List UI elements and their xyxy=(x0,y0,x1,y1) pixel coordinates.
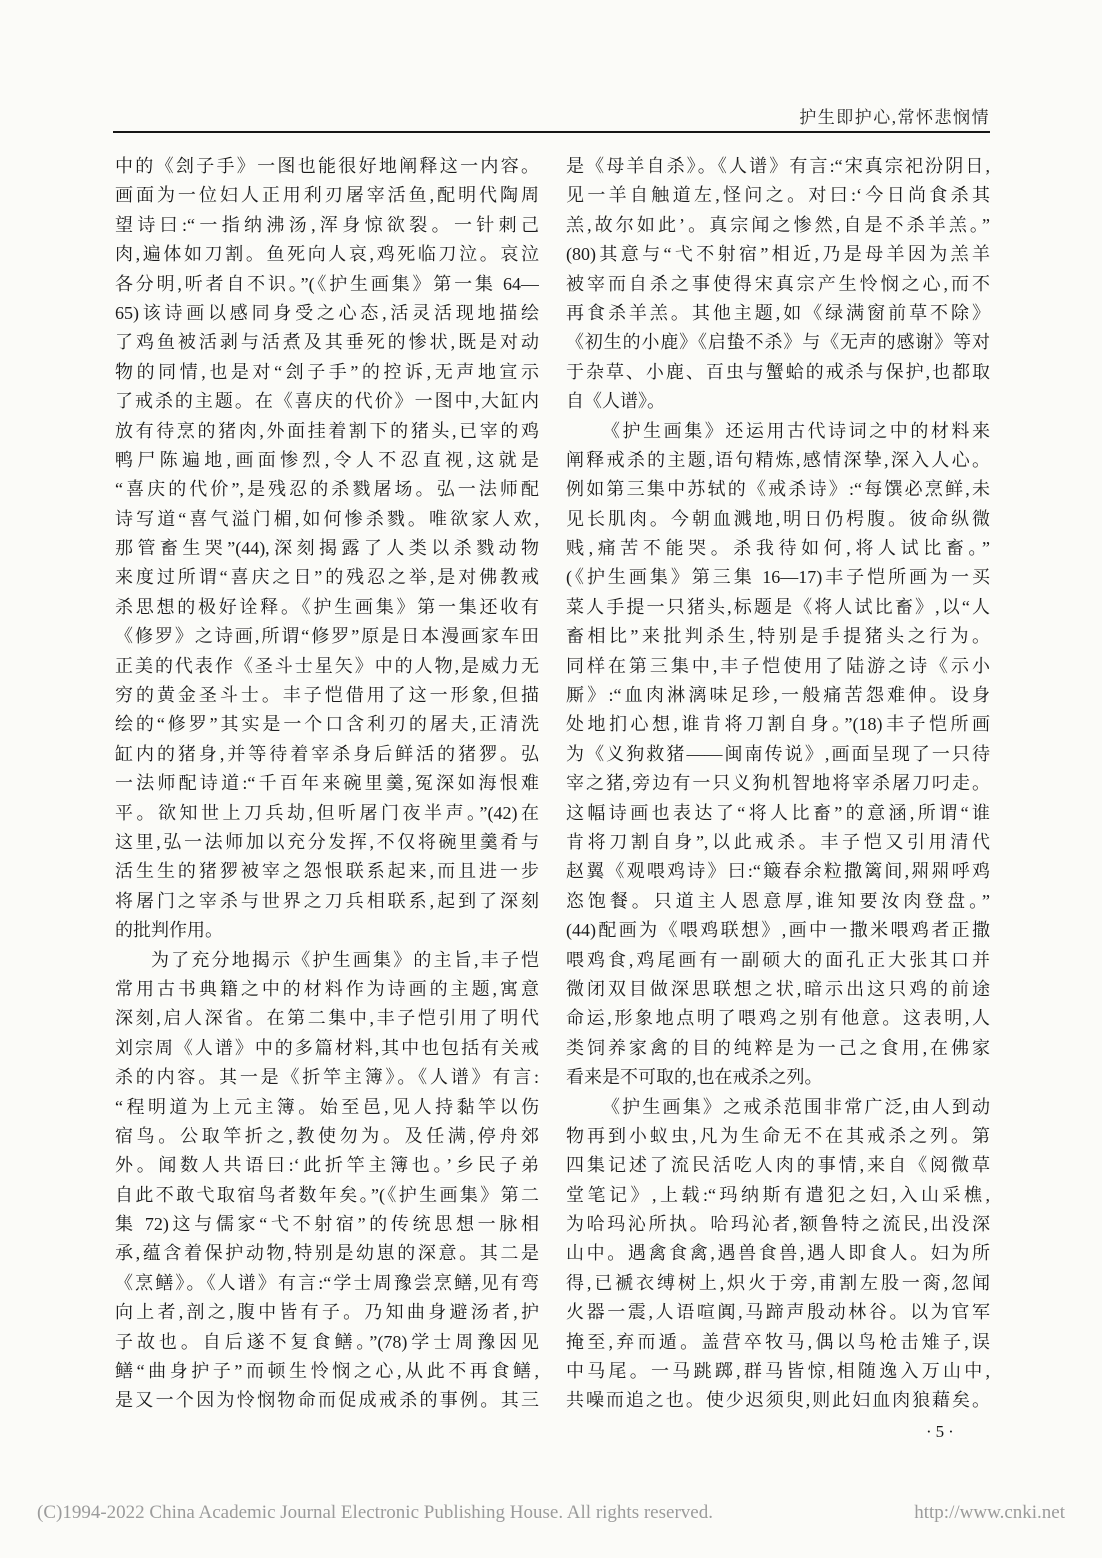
footer xyxy=(37,1502,1065,1524)
text-line: 杀的内容。其一是《折竿主簿》。《人谱》有言: xyxy=(115,1067,539,1088)
text-line: 例如第三集中苏轼的《戒杀诗》:“每馔必烹鲜,未 xyxy=(566,479,990,500)
text-line: 物的同情,也是对“刽子手”的控诉,无声地宣示 xyxy=(115,361,539,382)
text-line: 的批判作用。 xyxy=(115,920,223,941)
text-line: 物再到小蚁虫,凡为生命无不在其戒杀之列。第 xyxy=(566,1125,990,1146)
text-line: 为了充分地揭示《护生画集》的主旨,丰子恺 xyxy=(151,949,539,970)
text-line: 65)该诗画以感同身受之心态,活灵活现地描绘 xyxy=(115,302,539,323)
text-line: 向上者,剖之,腹中皆有子。乃知曲身避汤者,护 xyxy=(115,1302,539,1323)
text-line: 被宰而自杀之事使得宋真宗产生怜悯之心,而不 xyxy=(566,273,990,294)
text-line: 这幅诗画也表达了“将人比畜”的意涵,所谓“谁 xyxy=(566,802,990,823)
text-line: 缸内的猪身,并等待着宰杀身后鲜活的猪猡。弘 xyxy=(115,743,539,764)
text-line: 了戒杀的主题。在《喜庆的代价》一图中,大缸内 xyxy=(115,391,539,412)
text-line: 那管畜生哭”(44),深刻揭露了人类以杀戮动物 xyxy=(115,538,539,559)
text-line: 杀思想的极好诠释。《护生画集》第一集还收有 xyxy=(115,596,539,617)
text-line: 为《义狗救猪——闽南传说》,画面呈现了一只待 xyxy=(566,743,990,764)
text-line: 《护生画集》还运用古代诗词之中的材料来 xyxy=(602,420,990,441)
header-rule xyxy=(113,131,990,133)
text-line: 穷的黄金圣斗士。丰子恺借用了这一形象,但描 xyxy=(115,685,539,706)
text-line: 看来是不可取的,也在戒杀之列。 xyxy=(566,1067,823,1088)
footer-url: http://www.cnki.net xyxy=(914,1502,1065,1523)
text-line: 子故也。自后遂不复食鳝。”(78)学士周豫因见 xyxy=(115,1331,539,1352)
text-line: 自此不敢弋取宿鸟者数年矣。”(《护生画集》第二 xyxy=(115,1184,539,1205)
text-line: 活生生的猪猡被宰之怨恨联系起来,而且进一步 xyxy=(115,861,539,882)
text-line: 肉,遍体如刀割。鱼死向人哀,鸡死临刀泣。哀泣 xyxy=(115,244,539,265)
text-line: (《护生画集》第三集 16—17)丰子恺所画为一买 xyxy=(566,567,990,588)
text-line: 见长肌肉。今朝血溅地,明日仍枵腹。彼命纵微 xyxy=(566,508,990,529)
text-line: 望诗曰:“一指纳沸汤,浑身惊欲裂。一针刺己 xyxy=(115,214,539,235)
text-line: 中的《刽子手》一图也能很好地阐释这一内容。 xyxy=(115,156,539,176)
text-line: “喜庆的代价”,是残忍的杀戮屠场。弘一法师配 xyxy=(115,479,539,500)
text-line: 为哈玛沁所执。哈玛沁者,额鲁特之流民,出没深 xyxy=(566,1214,990,1235)
text-line: 赵翼《观喂鸡诗》曰:“簸春余粒撒篱间,喌喌呼鸡 xyxy=(566,861,990,882)
text-line: 各分明,听者自不识。”(《护生画集》第一集 64— xyxy=(115,273,539,294)
text-line: 《初生的小鹿》《启蛰不杀》与《无声的感谢》等对 xyxy=(566,332,990,353)
text-line: 深刻,启人深省。在第二集中,丰子恺引用了明代 xyxy=(115,1008,539,1029)
text-line: 绘的“修罗”其实是一个口含利刃的屠夫,正清洗 xyxy=(115,714,539,735)
text-line: 山中。遇禽食禽,遇兽食兽,遇人即食人。妇为所 xyxy=(566,1243,990,1264)
text-line: 中马尾。一马跳踯,群马皆惊,相随逸入万山中, xyxy=(566,1361,990,1382)
text-line: 四集记述了流民活吃人肉的事情,来自《阅微草 xyxy=(566,1155,990,1176)
text-line: 处地扪心想,谁肯将刀割自身。”(18)丰子恺所画 xyxy=(566,714,990,735)
text-line: 再食杀羊羔。其他主题,如《绿满窗前草不除》 xyxy=(566,302,990,323)
text-line: 是又一个因为怜悯物命而促成戒杀的事例。其三 xyxy=(115,1390,539,1411)
text-line: 平。欲知世上刀兵劫,但听屠门夜半声。”(42)在 xyxy=(115,802,539,823)
text-line: 肯将刀割自身”,以此戒杀。丰子恺又引用清代 xyxy=(566,831,990,852)
text-line: 一法师配诗道:“千百年来碗里羹,冤深如海恨难 xyxy=(115,773,539,794)
text-line: 得,已褫衣缚树上,炽火于旁,甫割左股一脔,忽闻 xyxy=(566,1272,990,1293)
text-line: (80)其意与“弋不射宿”相近,乃是母羊因为羔羊 xyxy=(566,244,990,265)
text-line: 了鸡鱼被活剥与活煮及其垂死的惨状,既是对动 xyxy=(115,332,539,353)
footer-copyright: (C)1994-2022 China Academic Journal Electronic Publishing House. All rights reserved. xyxy=(37,1502,713,1523)
text-line: “程明道为上元主簿。始至邑,见人持黏竿以伤 xyxy=(115,1096,539,1117)
text-line: 堂笔记》,上载:“玛纳斯有遣犯之妇,入山采樵, xyxy=(566,1184,990,1205)
text-line: 宿鸟。公取竿折之,教使勿为。及任满,停舟郊 xyxy=(115,1125,539,1146)
text-line: 集 72)这与儒家“弋不射宿”的传统思想一脉相 xyxy=(115,1214,539,1235)
column-left xyxy=(115,152,539,1416)
text-line: 刘宗周《人谱》中的多篇材料,其中也包括有关戒 xyxy=(115,1037,539,1058)
text-line: 喂鸡食,鸡尾画有一副硕大的面孔正大张其口并 xyxy=(566,949,990,970)
text-line: 微闭双目做深思联想之状,暗示出这只鸡的前途 xyxy=(566,978,990,999)
text-line: 火器一震,人语喧阗,马蹄声殷动林谷。以为官军 xyxy=(566,1302,990,1323)
text-line: 掩至,弃而遁。盖营卒牧马,偶以鸟枪击雉子,误 xyxy=(566,1331,990,1352)
text-line: 正美的代表作《圣斗士星矢》中的人物,是威力无 xyxy=(115,655,539,676)
text-line: 常用古书典籍之中的材料作为诗画的主题,寓意 xyxy=(115,978,539,999)
column-right xyxy=(566,152,990,1416)
text-line: 宰之猪,旁边有一只义狗机智地将宰杀屠刀叼走。 xyxy=(566,773,990,794)
running-head-title: 护生即护心,常怀悲悯情 xyxy=(799,108,990,127)
text-line: 《烹鳝》。《人谱》有言:“学士周豫尝烹鳝,见有弯 xyxy=(115,1272,539,1293)
text-line: 羔,故尔如此’。真宗闻之惨然,自是不杀羊羔。” xyxy=(566,214,990,235)
text-line: 畜相比”来批判杀生,特别是手提猪头之行为。 xyxy=(566,626,990,647)
text-line: 放有待烹的猪肉,外面挂着割下的猪头,已宰的鸡 xyxy=(115,420,539,441)
text-line: 恣饱餐。只道主人恩意厚,谁知要汝肉登盘。” xyxy=(566,890,990,911)
text-line: 命运,形象地点明了喂鸡之别有他意。这表明,人 xyxy=(566,1008,990,1029)
text-line: 外。闻数人共语曰:‘此折竿主簿也。’乡民子弟 xyxy=(115,1155,539,1176)
text-line: 阐释戒杀的主题,语句精炼,感情深挚,深入人心。 xyxy=(566,449,990,470)
text-line: 画面为一位妇人正用利刃屠宰活鱼,配明代陶周 xyxy=(115,185,539,206)
text-line: 见一羊自触道左,怪问之。对曰:‘今日尚食杀其 xyxy=(566,185,990,206)
text-line: 菜人手提一只猪头,标题是《将人试比畜》,以“人 xyxy=(566,596,990,617)
text-line: 共噪而追之也。使少迟须臾,则此妇血肉狼藉矣。 xyxy=(566,1390,990,1411)
text-line: 是《母羊自杀》。《人谱》有言:“宋真宗祀汾阴日, xyxy=(566,156,990,176)
text-line: 将屠门之宰杀与世界之刀兵相联系,起到了深刻 xyxy=(115,890,539,911)
text-line: 于杂草、小鹿、百虫与蟹蛤的戒杀与保护,也都取 xyxy=(566,361,990,382)
text-line: 类饲养家禽的目的纯粹是为一己之食用,在佛家 xyxy=(566,1037,990,1058)
text-line: 鳝“曲身护子”而顿生怜悯之心,从此不再食鳝, xyxy=(115,1361,539,1382)
text-line: 同样在第三集中,丰子恺使用了陆游之诗《示小 xyxy=(566,655,990,676)
page-number: ·5· xyxy=(926,1422,958,1441)
text-line: 来度过所谓“喜庆之日”的残忍之举,是对佛教戒 xyxy=(115,567,539,588)
text-line: 这里,弘一法师加以充分发挥,不仅将碗里羹肴与 xyxy=(115,831,539,852)
text-line: 鸭尸陈遍地,画面惨烈,令人不忍直视,这就是 xyxy=(115,449,539,470)
text-line: 《护生画集》之戒杀范围非常广泛,由人到动 xyxy=(602,1096,990,1117)
text-line: 承,蕴含着保护动物,特别是幼崽的深意。其二是 xyxy=(115,1243,539,1264)
text-line: 厮》:“血肉淋漓味足珍,一般痛苦怨难伸。设身 xyxy=(566,685,990,706)
text-line: 自《人谱》。 xyxy=(566,391,665,412)
article-body xyxy=(115,152,990,1416)
text-line: 贱,痛苦不能哭。杀我待如何,将人试比畜。” xyxy=(566,538,990,559)
text-line: 《修罗》之诗画,所谓“修罗”原是日本漫画家车田 xyxy=(115,626,539,647)
text-line: (44)配画为《喂鸡联想》,画中一撒米喂鸡者正撒 xyxy=(566,920,990,941)
text-line: 诗写道“喜气溢门楣,如何惨杀戮。唯欲家人欢, xyxy=(115,508,539,529)
